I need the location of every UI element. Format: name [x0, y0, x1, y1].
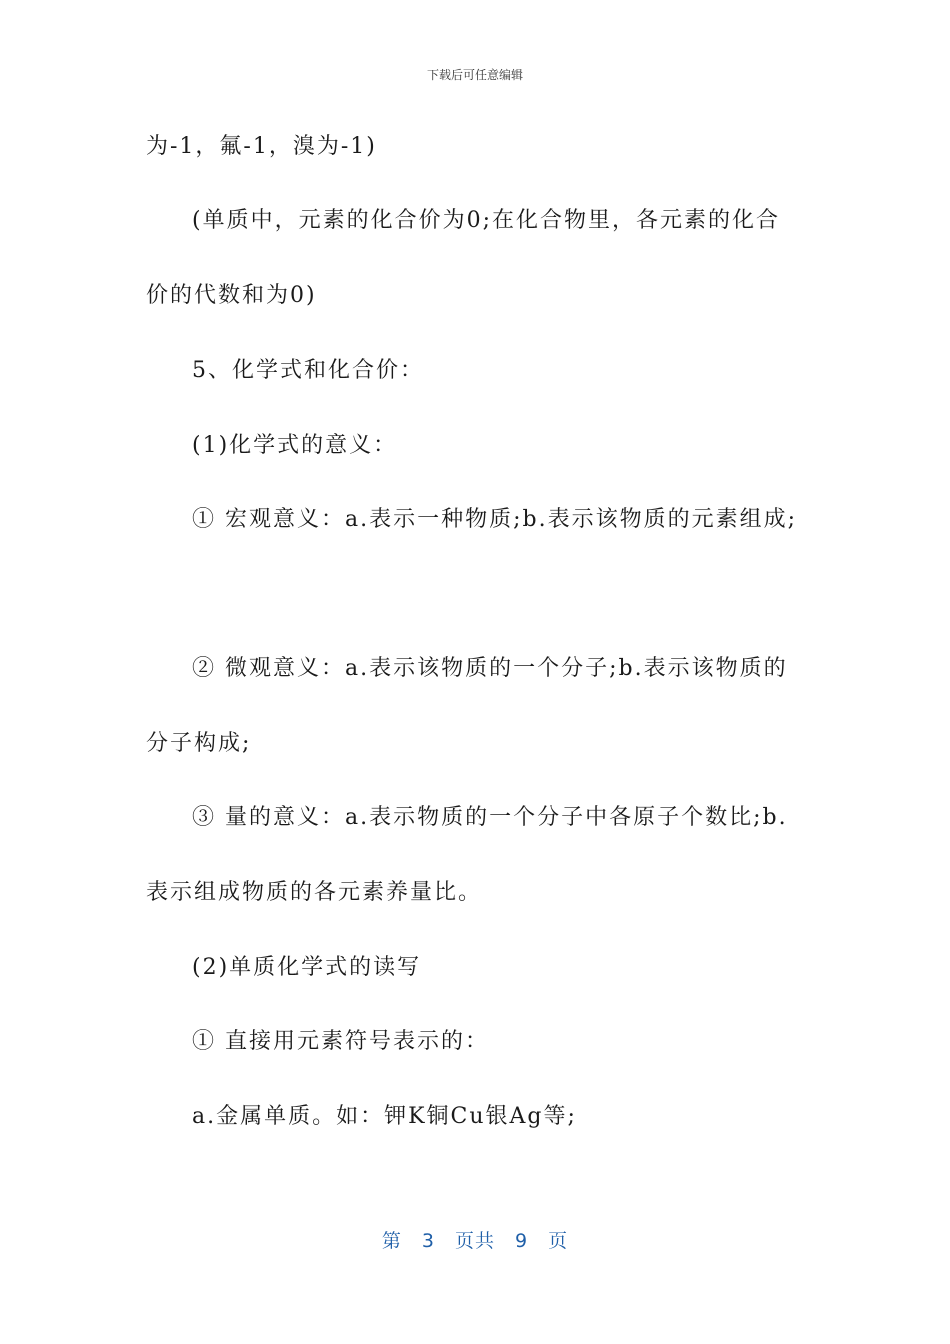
- page-label-suffix: 页: [548, 1230, 569, 1252]
- text-line: ② 微观意义：a.表示该物质的一个分子;b.表示该物质的: [192, 656, 788, 681]
- text-line: 分子构成;: [146, 731, 252, 756]
- text-line: (单质中，元素的化合价为0;在化合物里，各元素的化合: [192, 208, 780, 233]
- text-line: ① 直接用元素符号表示的：: [192, 1029, 489, 1054]
- text-line: 价的代数和为0): [146, 283, 317, 308]
- text-line: ① 宏观意义：a.表示一种物质;b.表示该物质的元素组成;: [192, 507, 798, 532]
- subsection-heading: (1)化学式的意义：: [192, 433, 398, 458]
- page-label-prefix: 第: [381, 1230, 402, 1252]
- current-page-number: 3: [421, 1230, 435, 1252]
- text-line: a.金属单质。如：钾K铜Cu银Ag等;: [192, 1104, 577, 1129]
- text-line: 为-1，氟-1，溴为-1): [146, 134, 377, 159]
- total-pages-number: 9: [515, 1230, 529, 1252]
- text-line: 表示组成物质的各元素养量比。: [146, 880, 483, 905]
- section-heading: 5、化学式和化合价：: [192, 358, 424, 383]
- page-label-mid: 页共: [454, 1230, 495, 1252]
- subsection-heading: (2)单质化学式的读写: [192, 955, 422, 980]
- text-line: ③ 量的意义：a.表示物质的一个分子中各原子个数比;b.: [192, 805, 788, 830]
- page-footer: [0, 1226, 950, 1253]
- page-header: 下载后可任意编辑: [426, 68, 523, 82]
